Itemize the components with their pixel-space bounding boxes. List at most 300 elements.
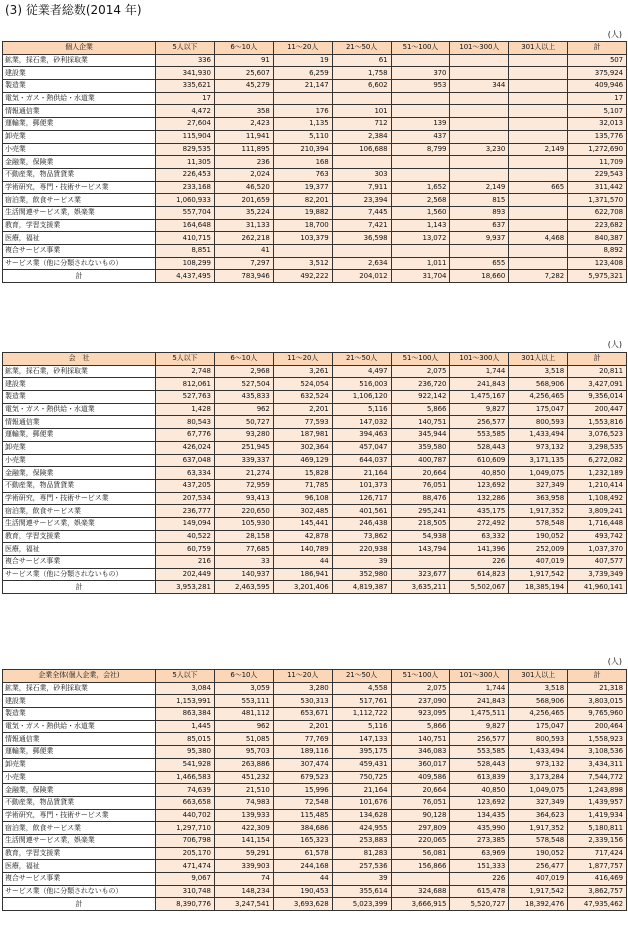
data-cell: 81,283 bbox=[332, 847, 391, 860]
table-row bbox=[3, 771, 627, 784]
data-cell: 407,019 bbox=[509, 556, 568, 569]
data-cell: 364,623 bbox=[509, 809, 568, 822]
table-row bbox=[3, 695, 627, 708]
industry-label: 鉱業，採石業，砂利採取業 bbox=[3, 54, 156, 67]
data-cell bbox=[273, 245, 332, 258]
data-cell: 36,598 bbox=[332, 232, 391, 245]
total-cell: 3,953,281 bbox=[156, 581, 215, 594]
data-cell: 218,505 bbox=[391, 517, 450, 530]
data-cell bbox=[391, 873, 450, 886]
column-header: 5人以下 bbox=[156, 353, 215, 366]
data-cell: 93,413 bbox=[214, 492, 273, 505]
data-cell: 31,133 bbox=[214, 219, 273, 232]
data-cell: 352,980 bbox=[332, 568, 391, 581]
table-row bbox=[3, 92, 627, 105]
industry-label: 宿泊業，飲食サービス業 bbox=[3, 194, 156, 207]
data-cell: 1,466,583 bbox=[156, 771, 215, 784]
data-cell: 190,052 bbox=[509, 847, 568, 860]
data-cell: 336 bbox=[156, 54, 215, 67]
industry-label: 情報通信業 bbox=[3, 733, 156, 746]
data-cell: 4,472 bbox=[156, 105, 215, 118]
data-cell bbox=[450, 67, 509, 80]
data-cell: 164,648 bbox=[156, 219, 215, 232]
data-cell: 101,676 bbox=[332, 796, 391, 809]
industry-label: サービス業（他に分類されないもの） bbox=[3, 885, 156, 898]
total-cell: 7,282 bbox=[509, 270, 568, 283]
table-row bbox=[3, 530, 627, 543]
data-cell: 165,323 bbox=[273, 834, 332, 847]
data-cell: 1,112,722 bbox=[332, 708, 391, 721]
data-cell: 712 bbox=[332, 118, 391, 131]
table-row bbox=[3, 809, 627, 822]
data-cell: 156,866 bbox=[391, 860, 450, 873]
data-cell: 46,520 bbox=[214, 181, 273, 194]
data-cell: 252,009 bbox=[509, 543, 568, 556]
data-cell: 21,510 bbox=[214, 784, 273, 797]
data-cell bbox=[450, 168, 509, 181]
data-cell: 105,930 bbox=[214, 517, 273, 530]
data-cell: 21,274 bbox=[214, 467, 273, 480]
data-cell: 176 bbox=[273, 105, 332, 118]
data-cell: 59,291 bbox=[214, 847, 273, 860]
table-row bbox=[3, 796, 627, 809]
industry-label: 金融業，保険業 bbox=[3, 467, 156, 480]
unit-label: (人) bbox=[607, 340, 622, 349]
data-cell: 148,234 bbox=[214, 885, 273, 898]
data-cell bbox=[450, 92, 509, 105]
data-cell: 123,692 bbox=[450, 479, 509, 492]
table-row bbox=[3, 118, 627, 131]
data-cell: 95,703 bbox=[214, 746, 273, 759]
data-cell: 2,149 bbox=[509, 143, 568, 156]
data-cell: 11,941 bbox=[214, 130, 273, 143]
data-cell: 358 bbox=[214, 105, 273, 118]
table-row bbox=[3, 505, 627, 518]
column-header: 6～10人 bbox=[214, 42, 273, 55]
data-cell: 106,688 bbox=[332, 143, 391, 156]
data-cell: 1,243,898 bbox=[568, 784, 627, 797]
data-cell: 1,652 bbox=[391, 181, 450, 194]
data-cell: 553,585 bbox=[450, 746, 509, 759]
data-cell: 63,332 bbox=[450, 530, 509, 543]
data-cell: 42,878 bbox=[273, 530, 332, 543]
total-cell: 3,635,211 bbox=[391, 581, 450, 594]
data-cell: 440,702 bbox=[156, 809, 215, 822]
data-cell: 7,445 bbox=[332, 206, 391, 219]
data-cell: 101,373 bbox=[332, 479, 391, 492]
table-row bbox=[3, 80, 627, 93]
data-cell: 111,895 bbox=[214, 143, 273, 156]
industry-label: 運輸業，郵便業 bbox=[3, 118, 156, 131]
data-cell: 1,560 bbox=[391, 206, 450, 219]
data-cell: 3,084 bbox=[156, 682, 215, 695]
data-cell: 363,958 bbox=[509, 492, 568, 505]
industry-label: 学術研究，専門・技術サービス業 bbox=[3, 181, 156, 194]
data-cell: 141,396 bbox=[450, 543, 509, 556]
data-cell: 6,602 bbox=[332, 80, 391, 93]
data-cell: 541,928 bbox=[156, 758, 215, 771]
table-row bbox=[3, 181, 627, 194]
data-cell: 233,168 bbox=[156, 181, 215, 194]
data-cell: 82,201 bbox=[273, 194, 332, 207]
table-row bbox=[3, 708, 627, 721]
data-cell: 7,421 bbox=[332, 219, 391, 232]
industry-label: 不動産業，物品賃貸業 bbox=[3, 479, 156, 492]
data-cell: 3,171,135 bbox=[509, 454, 568, 467]
data-cell: 517,761 bbox=[332, 695, 391, 708]
data-cell: 614,823 bbox=[450, 568, 509, 581]
column-header: 301人以上 bbox=[509, 353, 568, 366]
industry-label: 不動産業，物品賃貸業 bbox=[3, 168, 156, 181]
data-cell: 3,280 bbox=[273, 682, 332, 695]
data-cell: 763 bbox=[273, 168, 332, 181]
data-cell bbox=[450, 245, 509, 258]
column-header: 21～50人 bbox=[332, 670, 391, 683]
data-cell: 4,468 bbox=[509, 232, 568, 245]
data-cell: 1,143 bbox=[391, 219, 450, 232]
data-cell: 829,535 bbox=[156, 143, 215, 156]
data-cell: 2,634 bbox=[332, 257, 391, 270]
data-cell: 2,201 bbox=[273, 720, 332, 733]
data-cell: 457,047 bbox=[332, 441, 391, 454]
data-cell: 143,794 bbox=[391, 543, 450, 556]
data-cell: 71,785 bbox=[273, 479, 332, 492]
data-cell: 4,256,465 bbox=[509, 708, 568, 721]
total-row bbox=[3, 898, 627, 911]
data-cell: 123,692 bbox=[450, 796, 509, 809]
industry-label: 電気・ガス・熱供給・水道業 bbox=[3, 403, 156, 416]
data-cell bbox=[509, 257, 568, 270]
data-cell: 1,037,370 bbox=[568, 543, 627, 556]
industry-label: 複合サービス事業 bbox=[3, 873, 156, 886]
data-cell: 77,685 bbox=[214, 543, 273, 556]
data-cell: 50,727 bbox=[214, 416, 273, 429]
data-cell bbox=[391, 245, 450, 258]
data-cell: 236 bbox=[214, 156, 273, 169]
data-cell: 256,577 bbox=[450, 733, 509, 746]
data-cell: 578,548 bbox=[509, 834, 568, 847]
data-cell: 246,438 bbox=[332, 517, 391, 530]
industry-label: 教育，学習支援業 bbox=[3, 847, 156, 860]
table-row bbox=[3, 429, 627, 442]
data-cell: 437,205 bbox=[156, 479, 215, 492]
data-cell: 1,917,542 bbox=[509, 885, 568, 898]
data-cell: 578,548 bbox=[509, 517, 568, 530]
total-cell: 5,023,399 bbox=[332, 898, 391, 911]
data-cell bbox=[509, 130, 568, 143]
data-cell: 139,933 bbox=[214, 809, 273, 822]
total-label: 計 bbox=[3, 581, 156, 594]
table-row bbox=[3, 403, 627, 416]
data-cell: 56,081 bbox=[391, 847, 450, 860]
data-cell: 7,911 bbox=[332, 181, 391, 194]
header-row bbox=[3, 670, 627, 683]
table-row bbox=[3, 847, 627, 860]
data-cell: 253,883 bbox=[332, 834, 391, 847]
total-cell: 3,666,915 bbox=[391, 898, 450, 911]
data-cell bbox=[332, 92, 391, 105]
data-cell: 236,777 bbox=[156, 505, 215, 518]
data-cell: 335,621 bbox=[156, 80, 215, 93]
data-cell: 307,474 bbox=[273, 758, 332, 771]
total-cell: 5,502,067 bbox=[450, 581, 509, 594]
data-cell: 1,060,933 bbox=[156, 194, 215, 207]
data-cell bbox=[509, 194, 568, 207]
data-cell: 679,523 bbox=[273, 771, 332, 784]
table-row bbox=[3, 733, 627, 746]
total-cell: 4,819,387 bbox=[332, 581, 391, 594]
industry-label: 学術研究，専門・技術サービス業 bbox=[3, 809, 156, 822]
data-cell: 226,453 bbox=[156, 168, 215, 181]
data-cell: 40,522 bbox=[156, 530, 215, 543]
data-cell: 27,604 bbox=[156, 118, 215, 131]
data-cell: 437 bbox=[391, 130, 450, 143]
data-cell: 9,356,014 bbox=[568, 391, 627, 404]
data-cell: 147,032 bbox=[332, 416, 391, 429]
data-cell: 21,164 bbox=[332, 467, 391, 480]
data-cell: 226 bbox=[450, 556, 509, 569]
table-row bbox=[3, 206, 627, 219]
column-header: 計 bbox=[568, 670, 627, 683]
data-cell: 1,272,690 bbox=[568, 143, 627, 156]
data-cell: 481,112 bbox=[214, 708, 273, 721]
column-header: 11～20人 bbox=[273, 353, 332, 366]
total-cell: 8,390,776 bbox=[156, 898, 215, 911]
data-cell: 101 bbox=[332, 105, 391, 118]
data-cell: 115,485 bbox=[273, 809, 332, 822]
data-cell: 717,424 bbox=[568, 847, 627, 860]
data-cell: 134,435 bbox=[450, 809, 509, 822]
data-cell bbox=[391, 168, 450, 181]
data-cell: 40,850 bbox=[450, 784, 509, 797]
data-cell: 226 bbox=[450, 873, 509, 886]
column-header: 6～10人 bbox=[214, 670, 273, 683]
data-cell: 2,339,156 bbox=[568, 834, 627, 847]
data-cell: 132,286 bbox=[450, 492, 509, 505]
data-cell: 73,862 bbox=[332, 530, 391, 543]
data-cell: 435,833 bbox=[214, 391, 273, 404]
data-cell: 530,313 bbox=[273, 695, 332, 708]
data-cell: 168 bbox=[273, 156, 332, 169]
data-cell: 815 bbox=[450, 194, 509, 207]
data-cell bbox=[509, 92, 568, 105]
data-cell: 140,751 bbox=[391, 733, 450, 746]
data-cell: 962 bbox=[214, 403, 273, 416]
data-cell: 3,739,349 bbox=[568, 568, 627, 581]
data-cell: 8,851 bbox=[156, 245, 215, 258]
industry-label: 医療，福祉 bbox=[3, 860, 156, 873]
total-cell: 204,012 bbox=[332, 270, 391, 283]
data-cell: 451,232 bbox=[214, 771, 273, 784]
data-cell: 2,024 bbox=[214, 168, 273, 181]
industry-label: 小売業 bbox=[3, 143, 156, 156]
data-cell: 77,769 bbox=[273, 733, 332, 746]
data-cell: 74,639 bbox=[156, 784, 215, 797]
data-cell: 61,578 bbox=[273, 847, 332, 860]
data-cell: 375,924 bbox=[568, 67, 627, 80]
data-cell: 3,076,523 bbox=[568, 429, 627, 442]
data-cell: 23,394 bbox=[332, 194, 391, 207]
data-cell: 459,431 bbox=[332, 758, 391, 771]
data-cell: 516,003 bbox=[332, 378, 391, 391]
data-cell: 241,843 bbox=[450, 695, 509, 708]
data-cell: 44 bbox=[273, 873, 332, 886]
data-cell: 409,946 bbox=[568, 80, 627, 93]
data-cell bbox=[509, 206, 568, 219]
data-cell: 200,447 bbox=[568, 403, 627, 416]
data-cell: 2,149 bbox=[450, 181, 509, 194]
data-cell: 19,882 bbox=[273, 206, 332, 219]
industry-label: サービス業（他に分類されないもの） bbox=[3, 568, 156, 581]
data-cell: 237,090 bbox=[391, 695, 450, 708]
data-cell: 1,758 bbox=[332, 67, 391, 80]
table-row bbox=[3, 416, 627, 429]
table-row bbox=[3, 257, 627, 270]
data-cell: 613,839 bbox=[450, 771, 509, 784]
data-cell: 416,469 bbox=[568, 873, 627, 886]
data-cell: 3,261 bbox=[273, 365, 332, 378]
table-row bbox=[3, 105, 627, 118]
data-cell: 339,903 bbox=[214, 860, 273, 873]
data-cell: 1,106,120 bbox=[332, 391, 391, 404]
data-cell: 189,116 bbox=[273, 746, 332, 759]
industry-label: 電気・ガス・熱供給・水道業 bbox=[3, 720, 156, 733]
data-cell: 1,877,757 bbox=[568, 860, 627, 873]
table-row bbox=[3, 517, 627, 530]
data-cell: 435,175 bbox=[450, 505, 509, 518]
data-cell: 8,799 bbox=[391, 143, 450, 156]
data-cell: 400,787 bbox=[391, 454, 450, 467]
data-cell: 207,534 bbox=[156, 492, 215, 505]
data-cell: 3,427,091 bbox=[568, 378, 627, 391]
table-row bbox=[3, 441, 627, 454]
data-cell: 91 bbox=[214, 54, 273, 67]
data-cell: 341,930 bbox=[156, 67, 215, 80]
data-cell: 272,492 bbox=[450, 517, 509, 530]
column-header: 5人以下 bbox=[156, 42, 215, 55]
data-cell: 205,170 bbox=[156, 847, 215, 860]
data-cell: 15,828 bbox=[273, 467, 332, 480]
data-cell: 1,445 bbox=[156, 720, 215, 733]
data-cell: 1,553,816 bbox=[568, 416, 627, 429]
data-cell: 88,476 bbox=[391, 492, 450, 505]
data-cell: 893 bbox=[450, 206, 509, 219]
total-cell: 47,935,462 bbox=[568, 898, 627, 911]
data-cell bbox=[450, 156, 509, 169]
data-cell: 302,485 bbox=[273, 505, 332, 518]
table-kojin-kigyo bbox=[2, 41, 627, 283]
column-header: 21～50人 bbox=[332, 353, 391, 366]
unit-label: (人) bbox=[607, 657, 622, 666]
data-cell: 3,298,535 bbox=[568, 441, 627, 454]
data-cell bbox=[509, 168, 568, 181]
data-cell: 384,686 bbox=[273, 822, 332, 835]
data-cell: 19 bbox=[273, 54, 332, 67]
data-cell: 90,128 bbox=[391, 809, 450, 822]
data-cell: 528,443 bbox=[450, 758, 509, 771]
industry-label: 学術研究，専門・技術サービス業 bbox=[3, 492, 156, 505]
industry-label: 小売業 bbox=[3, 454, 156, 467]
data-cell: 1,558,923 bbox=[568, 733, 627, 746]
data-cell: 25,607 bbox=[214, 67, 273, 80]
data-cell: 553,585 bbox=[450, 429, 509, 442]
data-cell: 327,349 bbox=[509, 796, 568, 809]
total-cell: 5,975,321 bbox=[568, 270, 627, 283]
data-cell: 568,906 bbox=[509, 378, 568, 391]
table-row bbox=[3, 245, 627, 258]
data-cell: 360,017 bbox=[391, 758, 450, 771]
data-cell bbox=[391, 105, 450, 118]
data-cell: 1,011 bbox=[391, 257, 450, 270]
industry-label: 製造業 bbox=[3, 80, 156, 93]
data-cell: 236,720 bbox=[391, 378, 450, 391]
column-header: 51～100人 bbox=[391, 670, 450, 683]
industry-label: 建設業 bbox=[3, 67, 156, 80]
table-header-label: 会 社 bbox=[3, 353, 156, 366]
data-cell: 339,337 bbox=[214, 454, 273, 467]
data-cell: 35,224 bbox=[214, 206, 273, 219]
table-row bbox=[3, 232, 627, 245]
data-cell: 345,944 bbox=[391, 429, 450, 442]
industry-label: 金融業，保険業 bbox=[3, 156, 156, 169]
table-row bbox=[3, 543, 627, 556]
data-cell: 1,917,352 bbox=[509, 505, 568, 518]
data-cell bbox=[332, 156, 391, 169]
data-cell: 394,463 bbox=[332, 429, 391, 442]
data-cell: 1,419,934 bbox=[568, 809, 627, 822]
data-cell: 637,048 bbox=[156, 454, 215, 467]
data-cell: 1,153,991 bbox=[156, 695, 215, 708]
data-cell: 615,478 bbox=[450, 885, 509, 898]
data-cell: 85,015 bbox=[156, 733, 215, 746]
data-cell: 60,759 bbox=[156, 543, 215, 556]
table-row bbox=[3, 746, 627, 759]
data-cell: 187,981 bbox=[273, 429, 332, 442]
data-cell: 115,904 bbox=[156, 130, 215, 143]
data-cell: 126,717 bbox=[332, 492, 391, 505]
data-cell: 1,108,492 bbox=[568, 492, 627, 505]
data-cell: 1,049,075 bbox=[509, 467, 568, 480]
data-cell: 9,937 bbox=[450, 232, 509, 245]
table-row bbox=[3, 219, 627, 232]
table-row bbox=[3, 873, 627, 886]
data-cell: 1,297,710 bbox=[156, 822, 215, 835]
industry-label: 情報通信業 bbox=[3, 416, 156, 429]
data-cell: 297,809 bbox=[391, 822, 450, 835]
data-cell: 311,442 bbox=[568, 181, 627, 194]
table-row bbox=[3, 682, 627, 695]
industry-label: 医療，福祉 bbox=[3, 543, 156, 556]
table-row bbox=[3, 834, 627, 847]
data-cell: 13,072 bbox=[391, 232, 450, 245]
data-cell: 273,385 bbox=[450, 834, 509, 847]
total-cell: 3,693,628 bbox=[273, 898, 332, 911]
data-cell: 7,544,772 bbox=[568, 771, 627, 784]
column-header: 301人以上 bbox=[509, 42, 568, 55]
data-cell: 2,384 bbox=[332, 130, 391, 143]
data-cell: 2,968 bbox=[214, 365, 273, 378]
table-row bbox=[3, 130, 627, 143]
data-cell: 527,504 bbox=[214, 378, 273, 391]
data-cell: 4,256,465 bbox=[509, 391, 568, 404]
data-cell: 800,593 bbox=[509, 416, 568, 429]
table-row bbox=[3, 378, 627, 391]
data-cell: 257,536 bbox=[332, 860, 391, 873]
industry-label: 金融業，保険業 bbox=[3, 784, 156, 797]
data-cell: 310,748 bbox=[156, 885, 215, 898]
data-cell: 220,065 bbox=[391, 834, 450, 847]
data-cell: 54,938 bbox=[391, 530, 450, 543]
